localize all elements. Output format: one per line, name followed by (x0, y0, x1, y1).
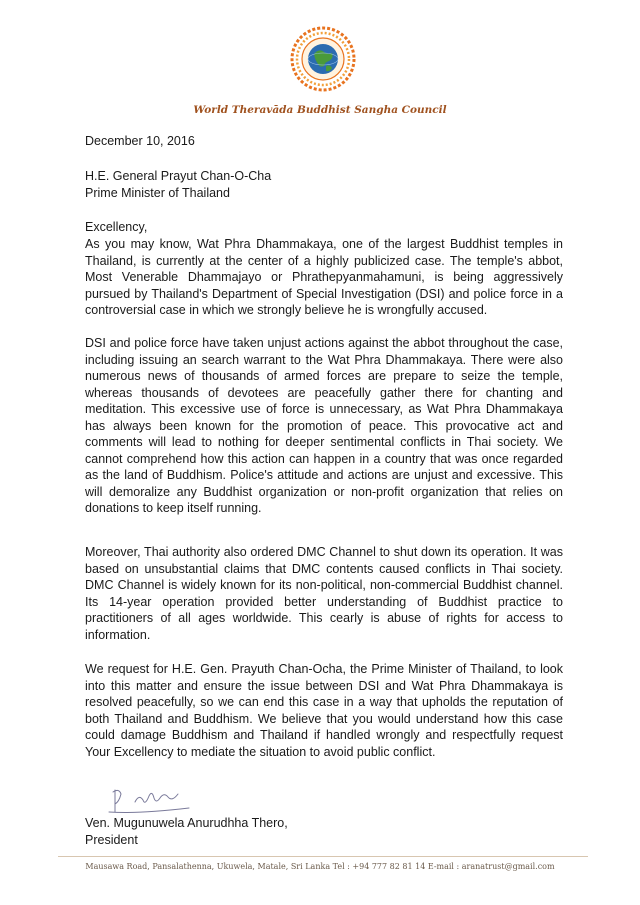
organization-name: World Theravāda Buddhist Sangha Council (193, 104, 447, 116)
recipient-name: H.E. General Prayut Chan-O-Cha (85, 169, 272, 183)
recipient-block (85, 168, 563, 201)
salutation: Excellency, (85, 220, 148, 234)
footer-contact: Mausawa Road, Pansalathenna, Ukuwela, Matale, Sri Lanka Tel : +94 777 82 81 14 E-mail : aranatrust@gmail.com (85, 862, 555, 871)
recipient-title: Prime Minister of Thailand (85, 185, 230, 200)
signer-block (85, 815, 563, 848)
signer-title: President (85, 832, 138, 847)
body-paragraph-2: DSI and police force have taken unjust actions against the abbot throughout the case, including issuing an search warrant to the Wat Phra Dhammakaya. There were also numerous news of thousands of armed forces are prepare to seize the temple, whereas thousands of devotees are peacefully gather there for chanting and meditation. This excessive use of force is unnecessary, as Wat Phra Dhammakaya has always been known for the promotion of peace. This provocative act and comments will lead to nothing for deeper sentimental conflicts in Thai society. We cannot comprehend how this action can happen in a country that was once regarded as the land of Buddhism. Police's attitude and actions are unjust and excessive. This will demoralize any Buddhist organization or non-profit organization that relies on donations to keep itself running. (85, 336, 563, 515)
body-paragraph-4: We request for H.E. Gen. Prayuth Chan-Ocha, the Prime Minister of Thailand, to look into this matter and ensure the issue between DSI and Wat Phra Dhammakaya is resolved peacefully, so we can end this case in a way that upholds the reputation of both Thailand and Buddhism. We believe that you would understand how this case could damage Buddhism and Thailand if handled wrongly and respectfully request Your Excellency to mediate the situation to avoid public conflict. (85, 662, 563, 759)
body-paragraph-1: As you may know, Wat Phra Dhammakaya, one of the largest Buddhist temples in Thailand, is currently at the center of a highly publicized case. The temple's abbot, Most Venerable Dhammajayo or Phrathepyanmahamuni, is being aggressively pursued by Thailand's Department of Special Investigation (DSI) and police force in a controversial case in which we strongly believe he is wrongfully accused. (85, 237, 563, 317)
signer-name: Ven. Mugunuwela Anurudhha Thero, (85, 816, 288, 830)
body-paragraph-3: Moreover, Thai authority also ordered DMC Channel to shut down its operation. It was based on unsubstantial claims that DMC contents caused conflicts in Thai society. DMC Channel is widely known for its non-political, non-commercial Buddhist channel. Its 14-year operation provided better understanding of Buddhist practice to practitioners of all ages worldwide. This cearly is abuse of rights for access to information. (85, 545, 563, 642)
footer-divider (58, 856, 588, 857)
letter-date: December 10, 2016 (85, 134, 195, 148)
sangha-council-logo-icon (290, 26, 356, 92)
